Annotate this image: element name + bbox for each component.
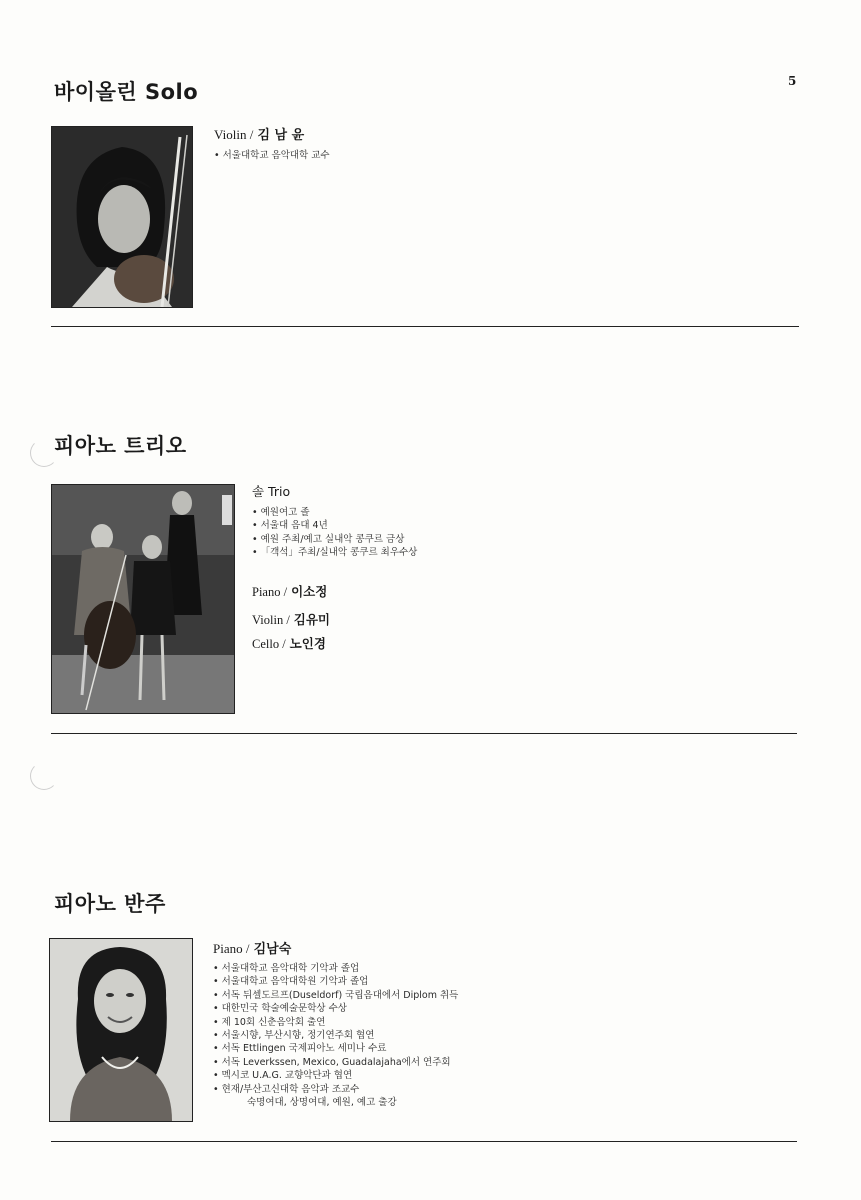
member-name: 노인경 xyxy=(289,635,326,651)
list-item: • 서독 뒤셀도르프(Duseldorf) 국립음대에서 Diplom 취득 xyxy=(213,989,458,1002)
violinist-role: Violin / xyxy=(214,127,254,142)
pianist-bio-list xyxy=(213,962,458,1109)
violinist-bio-list xyxy=(214,149,330,162)
divider xyxy=(51,1141,797,1142)
list-item: • 서울대학교 음악대학 기악과 졸업 xyxy=(213,962,458,975)
section-title-piano-trio: 피아노 트리오 xyxy=(54,434,187,458)
pianist-photo xyxy=(49,938,193,1122)
list-item: • 현재/부산고신대학 음악과 조교수 xyxy=(213,1083,458,1096)
trio-photo xyxy=(51,484,235,714)
trio-member-cello xyxy=(252,634,417,652)
trio-member-piano xyxy=(252,582,417,600)
pianist-role: Piano / xyxy=(213,941,250,956)
member-role: Violin / xyxy=(252,612,290,627)
page-number: 5 xyxy=(788,74,797,88)
pianist-info xyxy=(213,938,458,1109)
list-item: • 서울대학교 음악대학원 기악과 졸업 xyxy=(213,975,458,988)
list-item: • 제 10회 신춘음악회 출연 xyxy=(213,1016,458,1029)
trio-member-violin xyxy=(252,610,417,628)
trio-group-name xyxy=(252,482,417,500)
trio-group-label: 솔 Trio xyxy=(252,484,291,499)
list-item: • 서울대 음대 4년 xyxy=(252,519,417,532)
section-title-piano-accompaniment: 피아노 반주 xyxy=(54,892,166,916)
list-item-continuation: 숙명여대, 상명여대, 예원, 예고 출강 xyxy=(247,1097,397,1109)
list-item: • 대한민국 학술예술문학상 수상 xyxy=(213,1002,458,1015)
section-title-violin-solo: 바이올린 Solo xyxy=(54,80,199,104)
list-item: • 서울대학교 음악대학 교수 xyxy=(214,149,330,162)
pianist-name-line xyxy=(213,938,458,957)
member-role: Cello / xyxy=(252,636,286,651)
member-role: Piano / xyxy=(252,584,288,599)
divider xyxy=(51,733,797,734)
pianist-name: 김남숙 xyxy=(253,942,292,957)
list-item: • 예원여고 졸 xyxy=(252,506,417,519)
violinist-photo xyxy=(51,126,193,308)
member-name: 김유미 xyxy=(293,611,331,627)
trio-info xyxy=(252,482,417,652)
list-item: • 예원 주최/예고 실내악 콩쿠르 금상 xyxy=(252,533,417,546)
list-item: • 「객석」주최/실내악 콩쿠르 최우수상 xyxy=(252,546,417,559)
divider xyxy=(51,326,799,327)
list-item: • 서독 Ettlingen 국제피아노 세미나 수료 xyxy=(213,1042,458,1055)
violinist-name: 김 남 윤 xyxy=(257,128,305,143)
violinist-name-line xyxy=(214,124,330,143)
punch-hole xyxy=(30,762,58,790)
violinist-info xyxy=(214,124,330,162)
list-item: • 멕시코 U.A.G. 교향악단과 협연 xyxy=(213,1069,458,1082)
trio-bio-list xyxy=(252,506,417,560)
list-item: • 서울시향, 부산시향, 정기연주회 협연 xyxy=(213,1029,458,1042)
list-item: • 서독 Leverkssen, Mexico, Guadalajaha에서 연주회 xyxy=(213,1056,458,1069)
member-name: 이소정 xyxy=(291,583,328,599)
